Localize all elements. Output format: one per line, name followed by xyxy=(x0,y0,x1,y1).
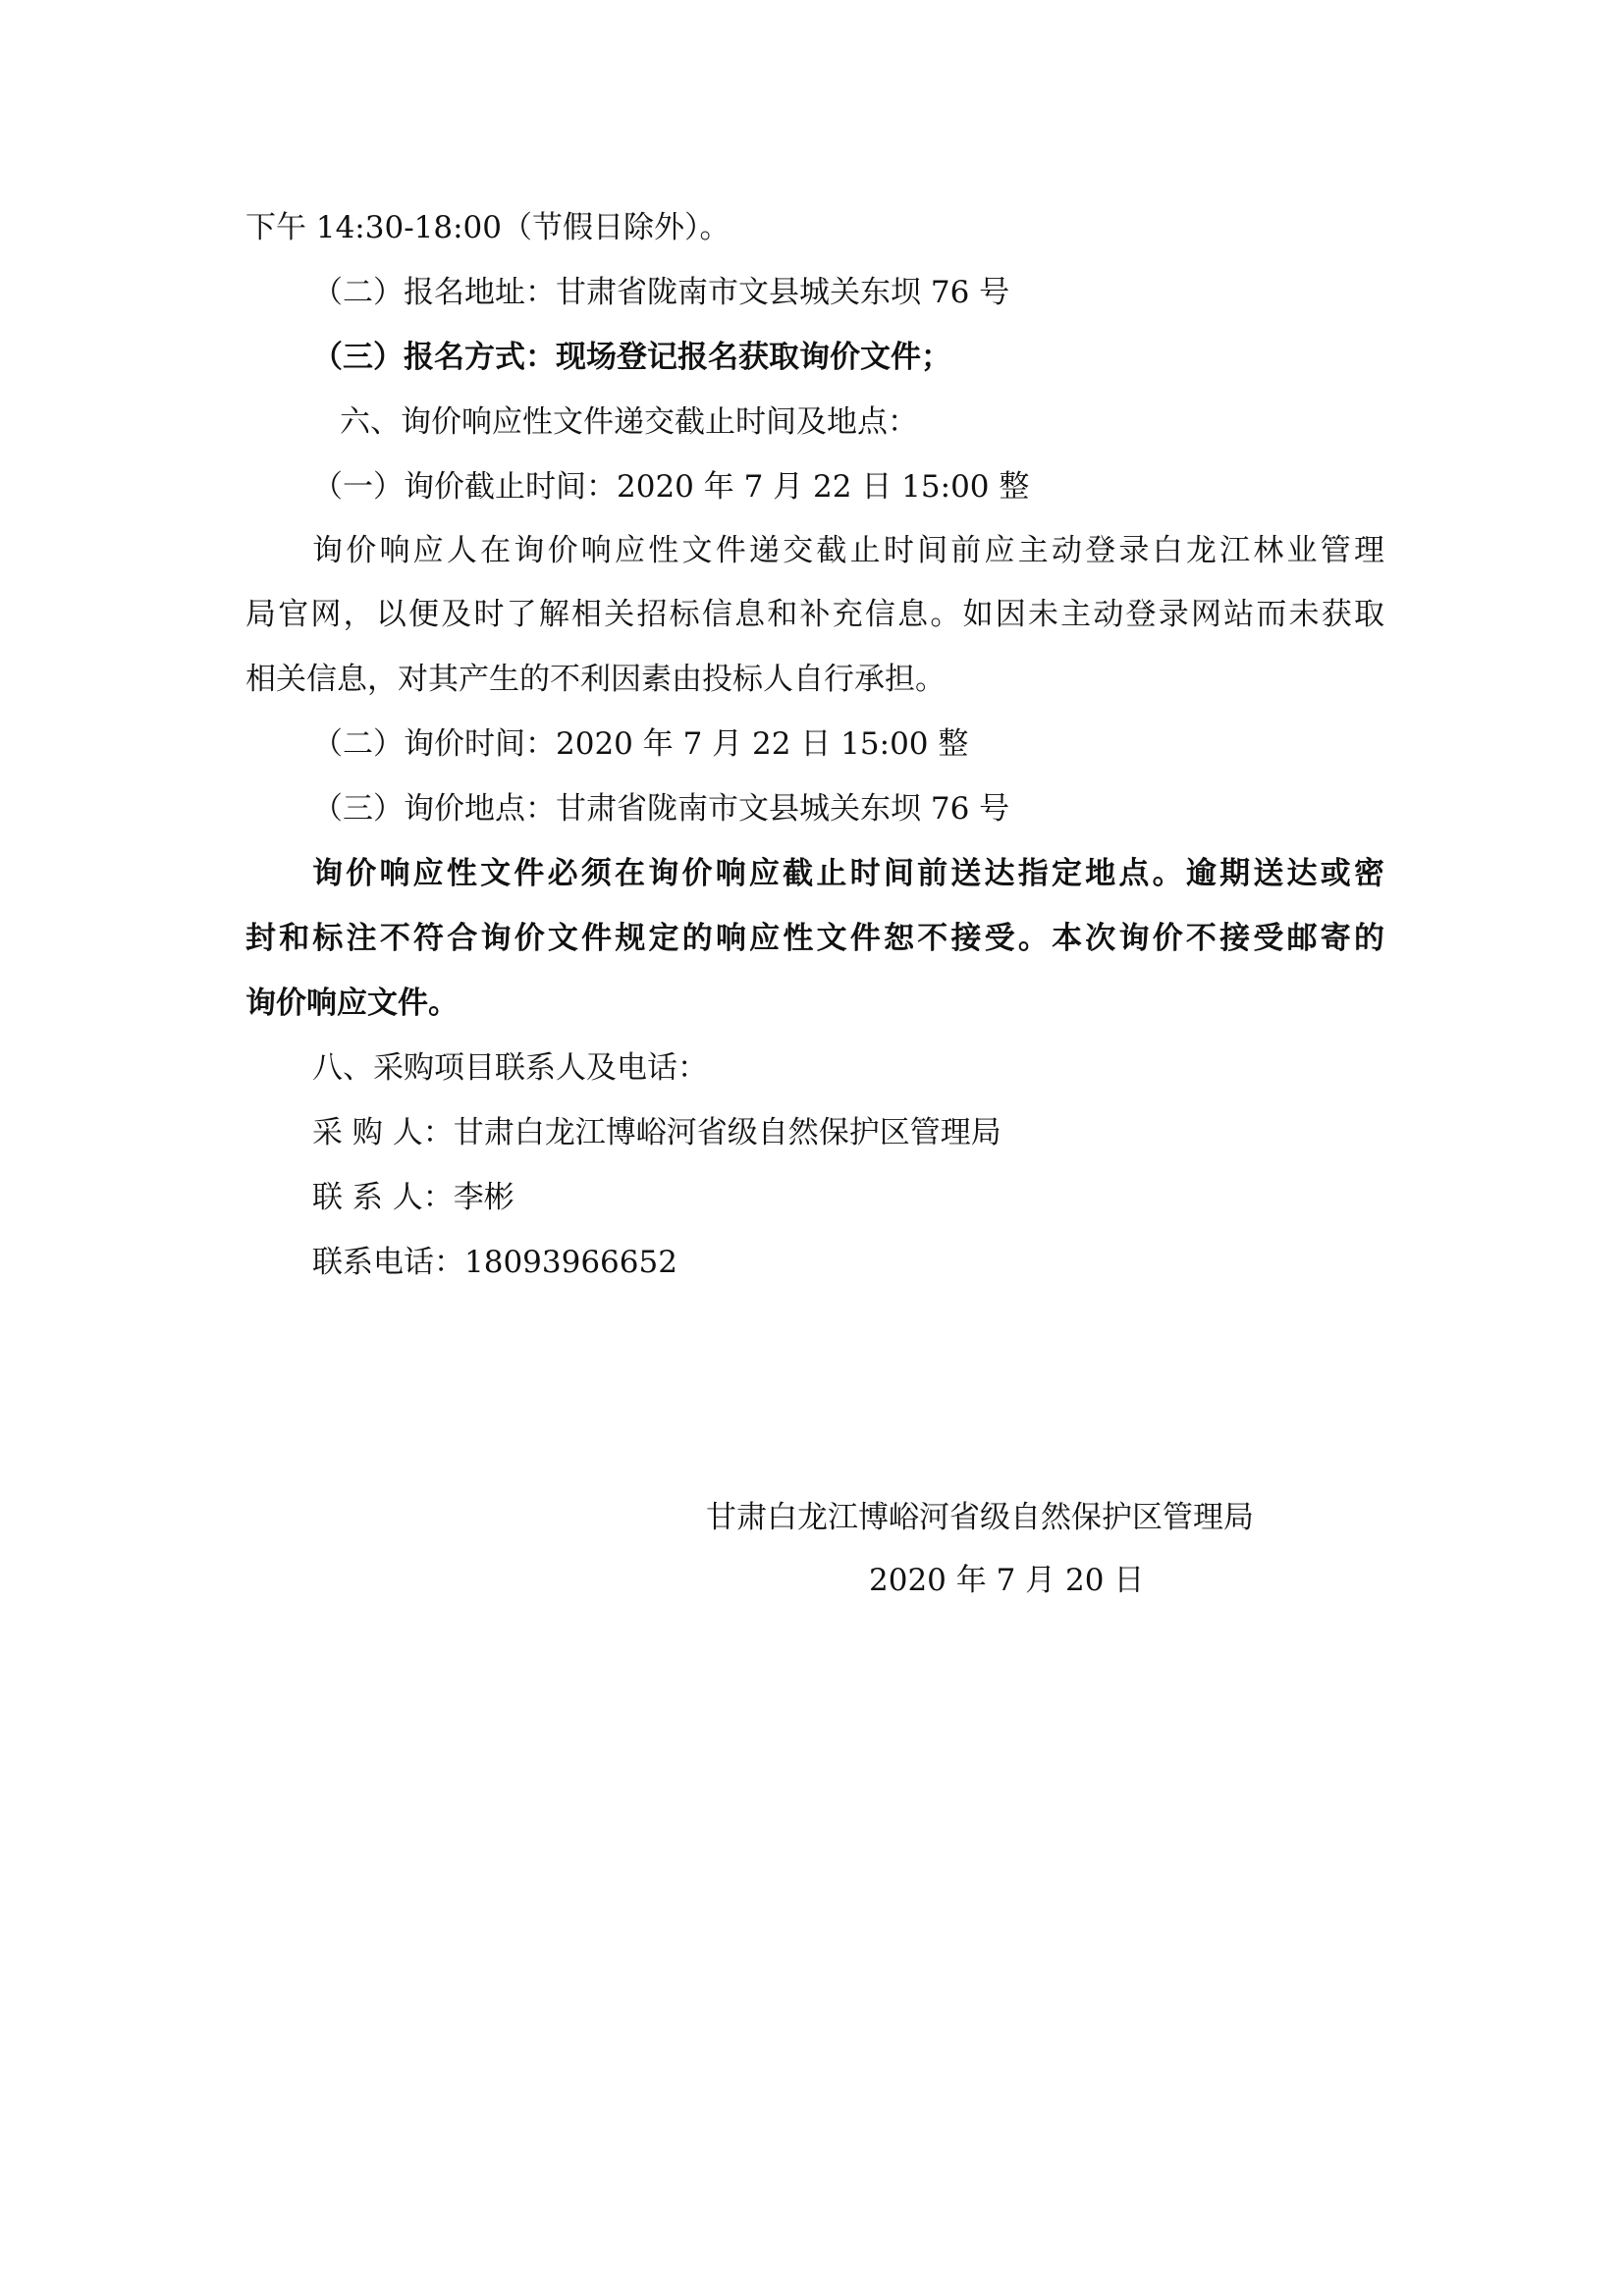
signature-organization: 甘肃白龙江博峪河省级自然保护区管理局 xyxy=(706,1500,1254,1535)
registration-time-continued: 下午 14:30-18:00（节假日除外）。 xyxy=(245,210,730,245)
inquiry-deadline: （一）询价截止时间：2020 年 7 月 22 日 15:00 整 xyxy=(312,469,1030,505)
submission-rule-line-1: 询价响应性文件必须在询价响应截止时间前送达指定地点。逾期送达或密 xyxy=(312,856,1384,891)
contact-phone-line: 联系电话：18093966652 xyxy=(312,1245,677,1280)
registration-method: （三）报名方式：现场登记报名获取询价文件； xyxy=(312,340,951,375)
purchaser-line: 采 购 人：甘肃白龙江博峪河省级自然保护区管理局 xyxy=(312,1115,1001,1150)
submission-rule-line-2: 封和标注不符合询价文件规定的响应性文件恕不接受。本次询价不接受邮寄的 xyxy=(245,921,1384,956)
contact-person-line: 联 系 人：李彬 xyxy=(312,1180,514,1215)
notice-paragraph-line-2: 局官网，以便及时了解相关招标信息和补充信息。如因未主动登录网站而未获取 xyxy=(245,597,1384,632)
notice-paragraph-line-3: 相关信息，对其产生的不利因素由投标人自行承担。 xyxy=(245,662,946,697)
submission-rule-line-3: 询价响应文件。 xyxy=(245,986,459,1021)
inquiry-location: （三）询价地点：甘肃省陇南市文县城关东坝 76 号 xyxy=(312,791,1010,827)
registration-address: （二）报名地址：甘肃省陇南市文县城关东坝 76 号 xyxy=(312,275,1010,310)
section-eight-heading: 八、采购项目联系人及电话： xyxy=(312,1050,708,1086)
section-six-heading: 六、询价响应性文件递交截止时间及地点： xyxy=(340,404,918,440)
inquiry-time: （二）询价时间：2020 年 7 月 22 日 15:00 整 xyxy=(312,726,969,762)
notice-paragraph-line-1: 询价响应人在询价响应性文件递交截止时间前应主动登录白龙江林业管理 xyxy=(312,533,1384,568)
signature-date: 2020 年 7 月 20 日 xyxy=(869,1563,1145,1598)
